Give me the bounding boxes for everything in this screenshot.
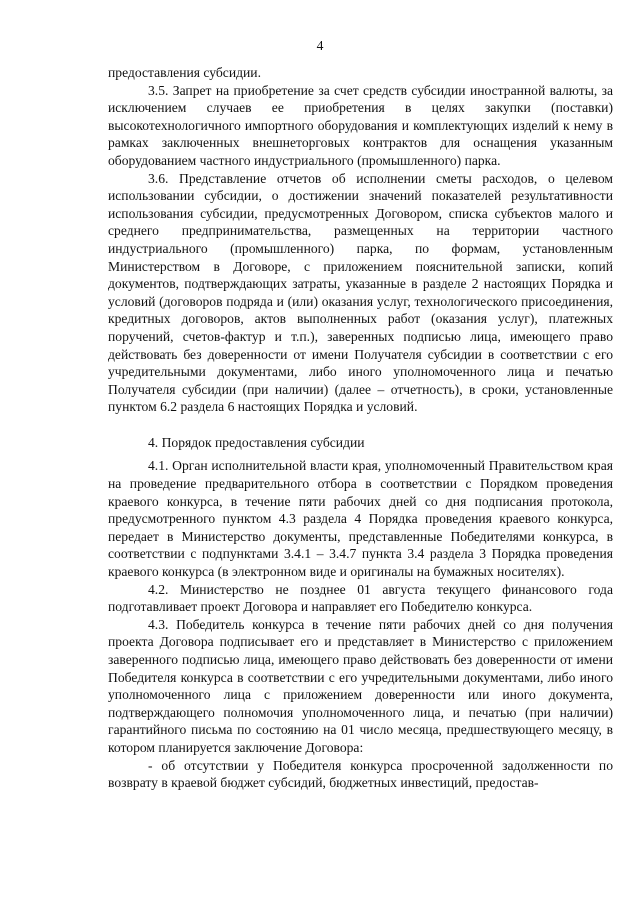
paragraph-4-2: 4.2. Министерство не позднее 01 августа текущего финансового года подготавливает проект Договора и направляет его Победителю конкурса. bbox=[108, 581, 613, 615]
paragraph-list-item: - об отсутствии у Победителя конкурса просроченной задолженности по возврату в краевой бюджет субсидий, бюджетных инвестиций, предостав- bbox=[108, 757, 613, 791]
paragraph-3-6: 3.6. Представление отчетов об исполнении сметы расходов, о целевом использовании субсидии, о достижении значений показателей результативности использования субсидии, предусмотренных Договором, списка субъектов малого и среднего предпринимательства, размещенных на территории частного индустриального (промышленного) парка, по формам, установленным Министерством в Договоре, с приложением пояснительной записки, копий документов, подтверждающих затраты, указанные в разделе 2 настоящих Порядка и условий (договоров подряда и (или) оказания услуг, технологического присоединения, кредитных договоров, актов выполненных работ (оказания услуг), платежных поручений, счетов-фактур и т.п.), заверенных подписью лица, имеющего право действовать без доверенности от имени Получателя субсидии в соответствии с его учредительными документами, либо иного уполномоченного лица и печатью Получателя субсидии (при наличии) (далее – отчетность), в сроки, установленные пунктом 6.2 раздела 6 настоящих Порядка и условий. bbox=[108, 170, 613, 415]
paragraph-3-5: 3.5. Запрет на приобретение за счет средств субсидии иностранной валюты, за исключением случаев ее приобретения в целях закупки (поставки) высокотехнологичного импортного оборудования и комплектующих изделий к нему в рамках заключенных внешнеторговых контрактов для оснащения указанным оборудованием частного индустриального (промышленного) парка. bbox=[108, 82, 613, 168]
document-body bbox=[108, 64, 613, 792]
page-number: 4 bbox=[316, 38, 324, 53]
section-heading: 4. Порядок предоставления субсидии bbox=[148, 434, 365, 450]
paragraph-4-1: 4.1. Орган исполнительной власти края, уполномоченный Правительством края на проведение предварительного отбора в соответствии с Порядком проведения краевого конкурса, в течение пяти рабочих дней со дня подписания протокола, предусмотренного пунктом 4.3 раздела 4 Порядка проведения краевого конкурса, передает в Министерство документы, представленные Победителями конкурса, в соответствии с подпунктами 3.4.1 – 3.4.7 пункта 3.4 раздела 3 Порядка проведения краевого конкурса (в электронном виде и оригиналы на бумажных носителях). bbox=[108, 458, 613, 580]
paragraph-4-3: 4.3. Победитель конкурса в течение пяти рабочих дней со дня получения проекта Договора подписывает его и представляет в Министерство с приложением заверенного подписью лица, имеющего право действовать без доверенности от имени Победителя конкурса в соответствии с его учредительными документами, либо иного уполномоченного лица с приложением доверенности или иного документа, подтверждающего полномочия уполномоченного лица, и печатью (при наличии) гарантийного письма по состоянию на 01 число месяца, предшествующего месяцу, в котором планируется заключение Договора: bbox=[108, 616, 613, 755]
paragraph-continuation: предоставления субсидии. bbox=[108, 65, 261, 80]
